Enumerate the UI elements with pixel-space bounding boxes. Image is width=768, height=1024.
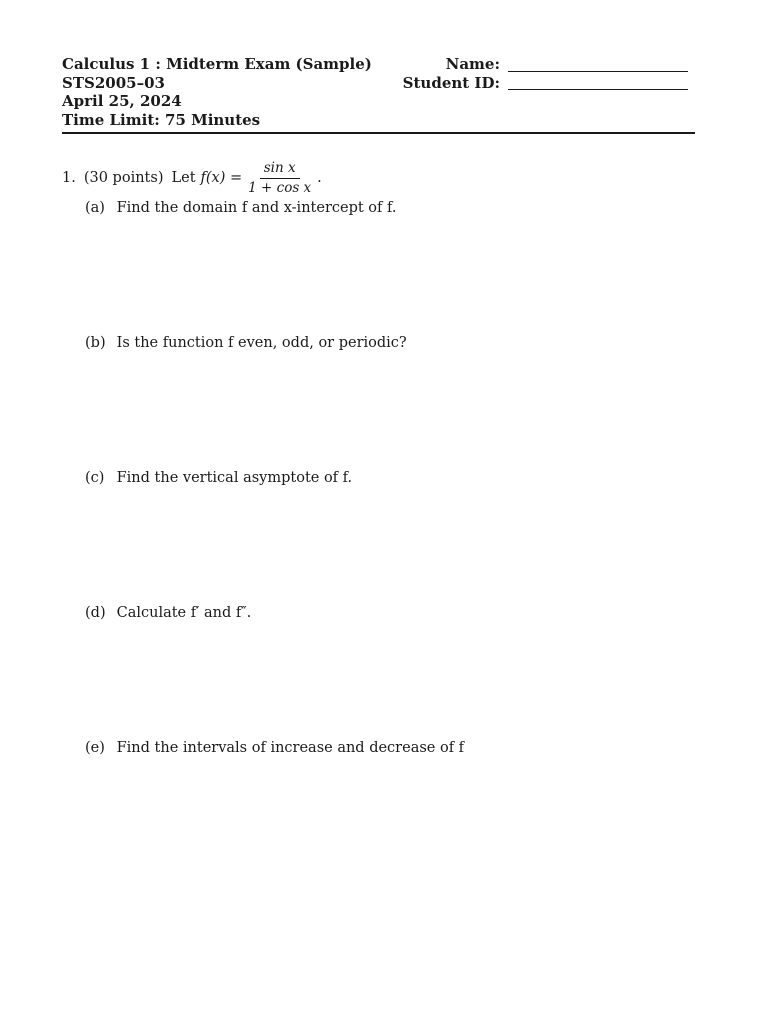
part-a [85,200,396,216]
student-fields [400,55,688,92]
part-d [85,605,251,621]
section-code: STS2005–03 [62,73,165,92]
time-limit: Time Limit: 75 Minutes [62,110,261,129]
exam-header-info [62,55,372,129]
student-id-label: Student ID: [402,73,500,92]
part-label: (b) [85,335,106,351]
header-divider [62,132,695,134]
part-c [85,470,352,486]
function-period: . [317,170,322,186]
part-text: Find the intervals of increase and decrease of f [116,740,465,756]
course-title: Calculus 1 : Midterm Exam (Sample) [62,55,372,73]
part-label: (c) [85,470,105,486]
question-number: 1. [62,170,76,186]
question-intro: Let [171,170,196,186]
part-label: (e) [85,740,105,756]
student-id-row [400,74,688,93]
part-text: Calculate f′ and f″. [116,605,252,621]
part-text: Find the vertical asymptote of f. [116,470,353,486]
question-1 [62,160,322,196]
fraction-denominator: 1 + cos x [248,179,312,196]
name-row [400,55,688,74]
part-label: (a) [85,200,105,216]
exam-date: April 25, 2024 [62,92,182,110]
part-e [85,740,464,756]
part-text: Find the domain f and x-intercept of f. [116,200,397,216]
name-label: Name: [445,55,500,73]
part-label: (d) [85,605,106,621]
part-b [85,335,407,351]
student-id-field[interactable] [508,77,688,90]
function-lhs: f(x) = [200,170,243,186]
function-fraction [244,161,315,196]
part-text: Is the function f even, odd, or periodic? [116,335,407,351]
name-field[interactable] [508,59,688,72]
fraction-numerator: sin x [260,161,300,179]
question-points: (30 points) [83,170,164,186]
